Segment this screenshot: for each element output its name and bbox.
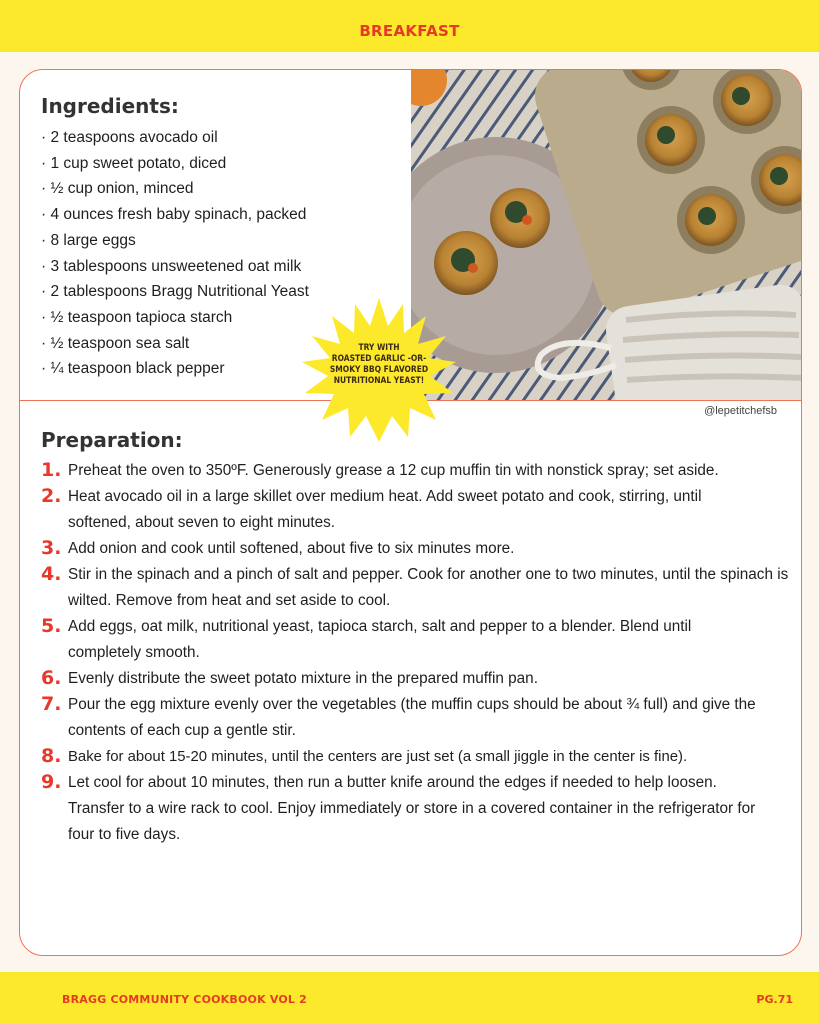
recipe-card <box>19 69 802 956</box>
step-text: Stir in the spinach and a pinch of salt and pepper. Cook for another one to two minutes, until the spinach is wilted. Remove from heat and set aside to cool. <box>68 566 789 609</box>
step-item <box>41 484 791 536</box>
step-text: Add eggs, oat milk, nutritional yeast, tapioca starch, salt and pepper to a blender. Blend until completely smooth. <box>68 618 692 661</box>
ingredient-item: · 2 tablespoons Bragg Nutritional Yeast <box>41 283 309 301</box>
step-number: 8. <box>41 745 62 767</box>
ingredient-item: · 4 ounces fresh baby spinach, packed <box>41 206 307 224</box>
photo-credit: @lepetitchefsb <box>704 405 777 417</box>
egg-muffins-illustration <box>411 70 802 400</box>
ingredient-item: · ¼ teaspoon black pepper <box>41 360 225 378</box>
step-item <box>41 744 791 770</box>
ingredient-item: · ½ teaspoon sea salt <box>41 334 190 352</box>
step-item <box>41 614 791 666</box>
ingredient-item: · 3 tablespoons unsweetened oat milk <box>41 257 302 275</box>
step-number: 3. <box>41 537 62 559</box>
ingredient-item: · 1 cup sweet potato, diced <box>41 154 227 172</box>
step-text: Heat avocado oil in a large skillet over medium heat. Add sweet potato and cook, stirring, until softened, about seven to eight minutes. <box>68 488 702 531</box>
step-number: 5. <box>41 615 62 637</box>
step-text: Let cool for about 10 minutes, then run a butter knife around the edges if needed to help loosen. Transfer to a wire rack to cool. Enjoy immediately or store in a covered container in the refrigerator for four to five days. <box>68 774 756 843</box>
ingredient-item: · 2 teaspoons avocado oil <box>41 129 218 146</box>
preparation-steps <box>41 458 791 848</box>
step-number: 7. <box>41 693 62 715</box>
ingredients-title: Ingredients: <box>41 94 179 118</box>
ingredient-item: · ½ cup onion, minced <box>41 180 194 198</box>
section-title: BREAKFAST <box>359 22 460 40</box>
step-item <box>41 770 791 848</box>
step-item <box>41 692 791 744</box>
flavor-tip-line: TRY WITH <box>358 342 400 352</box>
step-number: 9. <box>41 771 62 793</box>
step-text: Bake for about 15-20 minutes, until the centers are just set (a small jiggle in the center is fine). <box>68 749 688 765</box>
flavor-tip-line: ROASTED GARLIC -OR- <box>331 353 427 363</box>
ingredient-item: · 8 large eggs <box>41 231 136 249</box>
step-item <box>41 562 791 614</box>
flavor-tip-starburst <box>300 296 458 444</box>
book-title: BRAGG COMMUNITY COOKBOOK VOL 2 <box>62 993 308 1006</box>
step-item <box>41 666 791 692</box>
flavor-tip-text <box>300 342 458 386</box>
flavor-tip-line: NUTRITIONAL YEAST! <box>333 375 425 385</box>
flavor-tip-line: SMOKY BBQ FLAVORED <box>329 364 429 374</box>
step-item <box>41 536 791 562</box>
header-band <box>0 0 819 52</box>
step-number: 1. <box>41 459 62 481</box>
step-text: Evenly distribute the sweet potato mixture in the prepared muffin pan. <box>68 670 538 687</box>
step-text: Add onion and cook until softened, about five to six minutes more. <box>68 540 515 557</box>
footer-band <box>0 972 819 1024</box>
ingredient-item: · ½ teaspoon tapioca starch <box>41 308 233 326</box>
page-number: PG.71 <box>756 993 793 1006</box>
step-number: 4. <box>41 563 62 585</box>
recipe-photo <box>411 70 802 400</box>
step-text: Pour the egg mixture evenly over the vegetables (the muffin cups should be about ¾ full) and give the contents of each cup a gentle stir. <box>68 696 756 739</box>
step-item <box>41 458 791 484</box>
step-text: Preheat the oven to 350ºF. Generously grease a 12 cup muffin tin with nonstick spray; set aside. <box>68 462 719 479</box>
step-number: 6. <box>41 667 62 689</box>
ingredients-list <box>41 125 309 382</box>
step-number: 2. <box>41 485 62 507</box>
preparation-title: Preparation: <box>41 428 183 452</box>
